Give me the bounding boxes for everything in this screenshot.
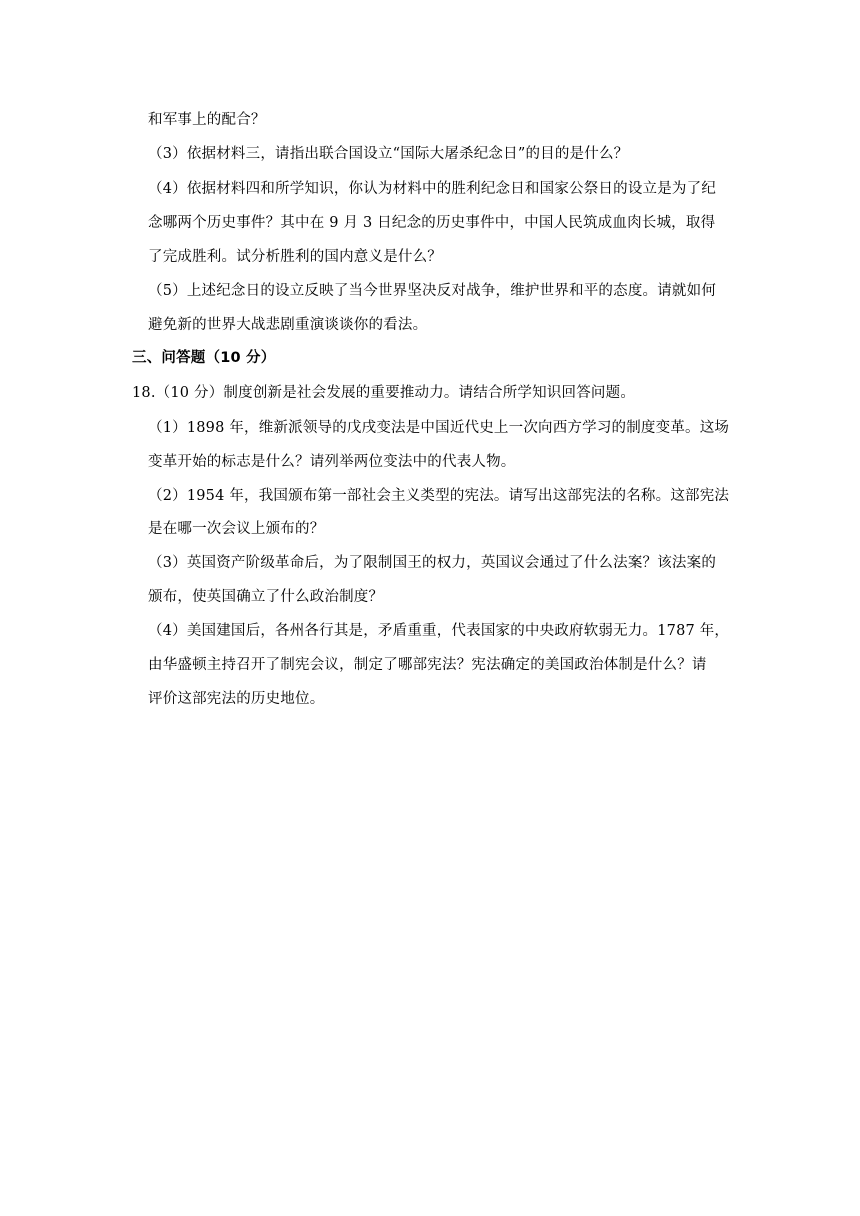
q18-subquestion-3-line-2: 颁布，使英国确立了什么政治制度？ — [148, 589, 384, 605]
q18-subquestion-2-line-1: （2）1954 年，我国颁布第一部社会主义类型的宪法。请写出这部宪法的名称。这部宪法 — [148, 488, 730, 504]
q18-stem: 18.（10 分）制度创新是社会发展的重要推动力。请结合所学知识回答问题。 — [132, 385, 636, 401]
q17-subquestion-4-line-1: （4）依据材料四和所学知识，你认为材料中的胜利纪念日和国家公祭日的设立是为了纪 — [148, 181, 717, 197]
q17-subquestion-3: （3）依据材料三，请指出联合国设立“国际大屠杀纪念日”的目的是什么？ — [148, 146, 629, 162]
q18-subquestion-3-line-1: （3）英国资产阶级革命后，为了限制国王的权力，英国议会通过了什么法案？该法案的 — [148, 555, 717, 571]
q18-subquestion-4-line-1: （4）美国建国后，各州各行其是，矛盾重重，代表国家的中央政府软弱无力。1787 年， — [148, 623, 730, 639]
q18-subquestion-2-line-2: 是在哪一次会议上颁布的？ — [148, 521, 325, 537]
section-heading: 三、问答题（10 分） — [132, 350, 276, 366]
q18-subquestion-4-line-2: 由华盛顿主持召开了制宪会议，制定了哪部宪法？宪法确定的美国政治体制是什么？请 — [148, 657, 707, 673]
q18-subquestion-4-line-3: 评价这部宪法的历史地位。 — [148, 691, 325, 707]
q17-subquestion-4-line-3: 了完成胜利。试分析胜利的国内意义是什么？ — [148, 249, 442, 265]
q17-subquestion-4-line-2: 念哪两个历史事件？其中在 9 月 3 日纪念的历史事件中，中国人民筑成血肉长城，取得 — [148, 215, 716, 231]
q18-subquestion-1-line-2: 变革开始的标志是什么？请列举两位变法中的代表人物。 — [148, 454, 516, 470]
q17-subquestion-5-line-1: （5）上述纪念日的设立反映了当今世界坚决反对战争，维护世界和平的态度。请就如何 — [148, 283, 717, 299]
q18-subquestion-1-line-1: （1）1898 年，维新派领导的戊戌变法是中国近代史上一次向西方学习的制度变革。这场 — [148, 420, 730, 436]
q17-continuation-line: 和军事上的配合？ — [148, 112, 266, 128]
q17-subquestion-5-line-2: 避免新的世界大战悲剧重演谈谈你的看法。 — [148, 317, 428, 333]
